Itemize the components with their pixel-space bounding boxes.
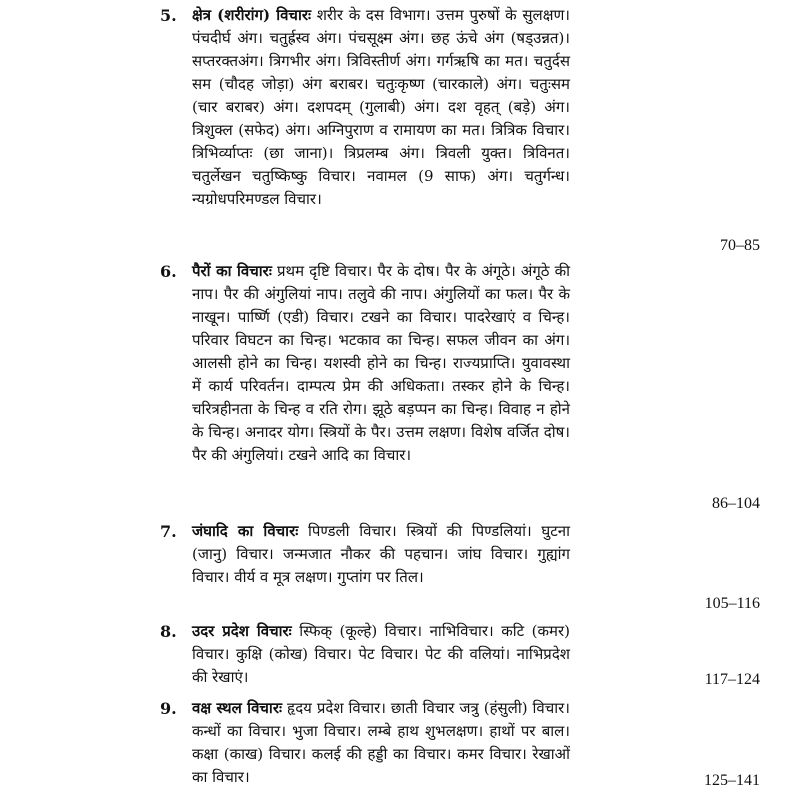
entry-text: पिण्डली विचार। स्त्रियों की पिण्डलियां। घुटना (जानु) विचार। जन्मजात नौकर की पहचान। जांघ विचार। गुह्यांग विचार। वीर्य व मूत्र लक्षण। गुप्तांग पर तिल।	[192, 522, 570, 586]
toc-entry-9	[160, 697, 760, 795]
entry-heading: वक्ष स्थल विचारः	[192, 699, 282, 717]
toc-entry-6	[160, 260, 760, 514]
entry-number: 5.	[160, 6, 177, 25]
entry-description	[192, 520, 570, 589]
toc-entry-8	[160, 620, 760, 692]
entry-text: स्फिक् (कूल्हे) विचार। नाभिविचार। कटि (कमर) विचार। कुक्षि (कोख) विचार। पेट विचार। पेट की वलियां। नाभिप्रदेश की रेखाएं।	[192, 622, 570, 686]
entry-number: 7.	[160, 522, 177, 541]
entry-heading: पैरों का विचारः	[192, 262, 272, 280]
entry-number: 6.	[160, 262, 177, 281]
entry-heading: जंघादि का विचारः	[192, 522, 299, 540]
entry-description	[192, 620, 570, 689]
page-range: 125–141	[704, 772, 760, 789]
toc-entry-7	[160, 520, 760, 614]
page-range: 86–104	[712, 495, 760, 512]
page-range: 105–116	[704, 595, 760, 612]
entry-heading: क्षेत्र (शरीरांग) विचारः	[192, 6, 311, 24]
entry-text: प्रथम दृष्टि विचार। पैर के दोष। पैर के अंगूठे। अंगूठे की नाप। पैर की अंगुलियां नाप। तलुवे की नाप। अंगुलियों का फल। पैर के नाखून। पार्ष्णि (एडी) विचार। टखने का विचार। पादरेखाएं व चिन्ह। परिवार विघटन का चिन्ह। भटकाव का चिन्ह। सफल जीवन का अंग। आलसी होने का चिन्ह। यशस्वी होने का चिन्ह। राज्यप्राप्ति। युवावस्था में कार्य परिवर्तन। दाम्पत्य प्रेम की अधिकता। तस्कर होने के चिन्ह। चरित्रहीनता के चिन्ह व रति रोग। झूठे बड़प्पन का चिन्ह। विवाह न होने के चिन्ह। अनादर योग। स्त्रियों के पैर। उत्तम लक्षण। विशेष वर्जित दोष। पैर की अंगुलियां। टखने आदि का विचार।	[192, 262, 570, 464]
entry-description	[192, 4, 570, 211]
entry-number: 9.	[160, 699, 177, 718]
entry-text: शरीर के दस विभाग। उत्तम पुरुषों के सुलक्षण। पंचदीर्घ अंग। चतुर्ह्रस्व अंग। पंचसूक्ष्म अंग। छह ऊंचे अंग (षड्उन्नत)। सप्तरक्तअंग। त्रिगभीर अंग। त्रिविस्तीर्ण अंग। गर्गऋषि का मत। चतुर्दस सम (चौदह जोड़ा) अंग बराबर। चतुःकृष्ण (चारकाले) अंग। चतुःसम (चार बराबर) अंग। दशपदम् (गुलाबी) अंग। दश वृहत् (बड़े) अंग। त्रिशुक्ल (सफेद) अंग। अग्निपुराण व रामायण का मत। त्रित्रिक विचार। त्रिभिर्व्याप्तः (छा जाना)। त्रिप्रलम्ब अंग। त्रिवली युक्त। त्रिविनत। चतुर्लेखन चतुष्किष्कु विचार। नवामल (9 साफ) अंग। चतुर्गन्ध। न्यग्रोधपरिमण्डल विचार।	[192, 6, 570, 208]
entry-description	[192, 697, 570, 789]
page-range: 70–85	[720, 237, 760, 254]
page-range: 117–124	[704, 671, 760, 688]
entry-heading: उदर प्रदेश विचारः	[192, 622, 292, 640]
entry-description	[192, 260, 570, 467]
entry-text: हृदय प्रदेश विचार। छाती विचार जत्रु (हंसुली) विचार। कन्धों का विचार। भुजा विचार। लम्बे हाथ शुभलक्षण। हाथों पर बाल। कक्षा (काख) विचार। कलई की हड्डी का विचार। कमर विचार। रेखाओं का विचार।	[192, 699, 570, 786]
toc-entry-5	[160, 4, 760, 256]
entry-number: 8.	[160, 622, 177, 641]
